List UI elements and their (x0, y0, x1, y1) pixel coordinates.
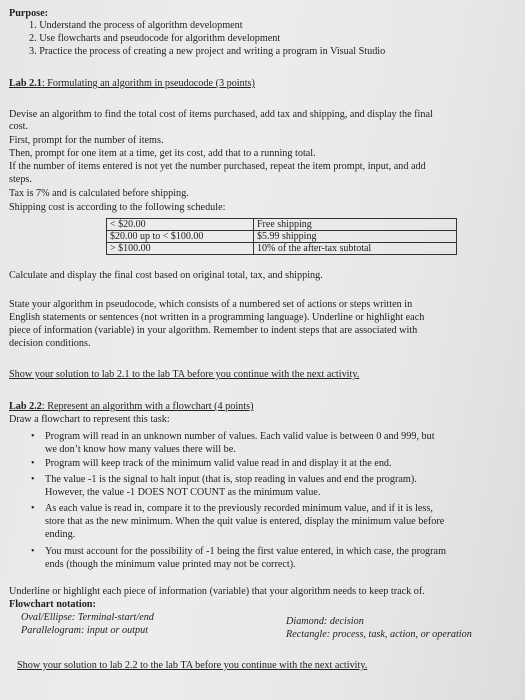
bullet-icon: • (31, 474, 35, 485)
table-cell: < $20.00 (107, 219, 254, 231)
lab22-heading-text: : Represent an algorithm with a flowchart (4 points) (41, 401, 254, 412)
bullet-icon: • (31, 546, 35, 557)
lab22-underline-note: Underline or highlight each piece of information (variable) that your algorithm needs to keep track of. (9, 586, 425, 597)
lab21-line-2: cost. (9, 121, 28, 132)
lab21-line-8: Shipping cost is according to the following schedule: (9, 202, 226, 213)
bullet-icon: • (31, 458, 35, 469)
lab22-bullet-5-line-1: You must account for the possibility of -1 being the first value entered, in which case, the program (45, 546, 446, 557)
notation-parallelogram: Parallelogram: input or output (21, 625, 149, 636)
lab22-bullet-3-line-1: The value -1 is the signal to halt input (that is, stop reading in values and end the program). (45, 474, 417, 485)
table-row (107, 231, 457, 243)
bullet-icon: • (31, 431, 35, 442)
lab22-bullet-4-line-1: As each value is read in, compare it to the previously recorded minimum value, and if it is less, (45, 503, 433, 514)
table-cell: 10% of the after-tax subtotal (254, 243, 457, 255)
lab22-bullet-3-line-2: However, the value -1 DOES NOT COUNT as the minimum value. (45, 487, 321, 498)
lab22-bullet-4-line-2: store that as the new minimum. When the quit value is entered, display the minimum value before (45, 516, 445, 527)
lab21-state-4: decision conditions. (9, 338, 91, 349)
lab21-state-3: piece of information (variable) in your algorithm. Remember to indent steps that are associated with (9, 325, 418, 336)
table-cell: $5.99 shipping (254, 231, 457, 243)
table-row (107, 243, 457, 255)
lab22-heading-number: Lab 2.2 (9, 401, 42, 412)
table-cell: > $100.00 (107, 243, 254, 255)
purpose-title: Purpose: (9, 8, 49, 19)
purpose-item-3: 3. Practice the process of creating a new project and writing a program in Visual Studio (29, 46, 386, 57)
lab21-line-5: If the number of items entered is not yet the number purchased, repeat the item prompt, input, and add (9, 161, 426, 172)
lab21-heading (9, 78, 255, 90)
lab21-heading-text: : Formulating an algorithm in pseudocode (3 points) (41, 78, 255, 89)
table-cell: Free shipping (254, 219, 457, 231)
purpose-item-2: 2. Use flowcharts and pseudocode for algorithm development (29, 33, 281, 44)
lab21-line-6: steps. (9, 174, 32, 185)
lab21-line-1: Devise an algorithm to find the total cost of items purchased, add tax and shipping, and display the final (9, 109, 433, 120)
lab22-bullet-2-line-1: Program will keep track of the minimum valid value read in and display it at the end. (45, 458, 392, 469)
lab21-line-4: Then, prompt for one item at a time, get its cost, add that to a running total. (9, 148, 316, 159)
table-row (107, 219, 457, 231)
lab21-heading-number: Lab 2.1 (9, 78, 42, 89)
notation-title: Flowchart notation: (9, 599, 96, 610)
lab22-bullet-5-line-2: ends (though the minimum value printed may not be correct). (45, 559, 296, 570)
lab22-intro: Draw a flowchart to represent this task: (9, 414, 170, 425)
lab22-bullet-4-line-3: ending. (45, 529, 76, 540)
lab21-state-1: State your algorithm in pseudocode, which consists of a numbered set of actions or steps written in (9, 299, 413, 310)
lab21-line-3: First, prompt for the number of items. (9, 135, 164, 146)
notation-rectangle: Rectangle: process, task, action, or operation (286, 629, 472, 640)
lab22-bullet-1-line-2: we don’t know how many values there will be. (45, 444, 236, 455)
shipping-schedule-table (106, 218, 457, 255)
bullet-icon: • (31, 503, 35, 514)
lab22-bullet-1-line-1: Program will read in an unknown number of values. Each valid value is between 0 and 999, but (45, 431, 435, 442)
lab22-show-ta: Show your solution to lab 2.2 to the lab TA before you continue with the next activity. (17, 660, 368, 671)
table-cell: $20.00 up to < $100.00 (107, 231, 254, 243)
lab21-show-ta: Show your solution to lab 2.1 to the lab TA before you continue with the next activity. (9, 369, 360, 380)
notation-diamond: Diamond: decision (286, 616, 364, 627)
lab21-calc: Calculate and display the final cost based on original total, tax, and shipping. (9, 270, 323, 281)
notation-oval: Oval/Ellipse: Terminal-start/end (21, 612, 154, 623)
purpose-item-1: 1. Understand the process of algorithm development (29, 20, 243, 31)
lab21-state-2: English statements or sentences (not written in a programming language). Underline or highlight each (9, 312, 425, 323)
lab21-line-7: Tax is 7% and is calculated before shipping. (9, 188, 189, 199)
lab22-heading (9, 401, 253, 413)
